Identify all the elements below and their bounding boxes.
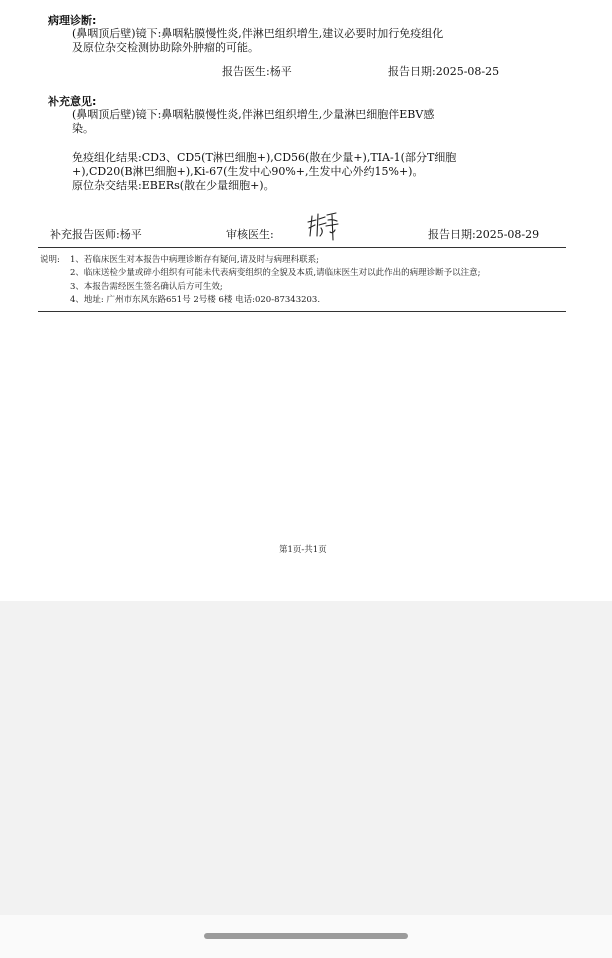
diagnosis-heading: 病理诊断:	[48, 14, 97, 27]
diagnosis-text-line1: (鼻咽顶后壁)镜下:鼻咽粘膜慢性炎,伴淋巴组织增生,建议必要时加行免疫组化	[72, 27, 444, 40]
home-indicator[interactable]	[204, 933, 408, 939]
report-date: 报告日期:2025-08-25	[388, 65, 500, 78]
reviewer-signature	[306, 210, 340, 242]
divider-bottom	[38, 311, 566, 312]
supplement-heading: 补充意见:	[48, 95, 97, 108]
reviewer-label: 审核医生:	[226, 228, 274, 241]
note-item-1: 1、若临床医生对本报告中病理诊断存有疑问,请及时与病理科联系;	[70, 255, 319, 265]
ihc-result-line1: 免疫组化结果:CD3、CD5(T淋巴细胞+),CD56(散在少量+),TIA-1(部分T细胞	[72, 151, 457, 164]
diagnosis-text-line2: 及原位杂交检测协助除外肿瘤的可能。	[72, 41, 259, 54]
divider-top	[38, 247, 566, 248]
supplement-doctor: 补充报告医师:杨平	[50, 228, 142, 241]
note-item-4: 4、地址: 广州市东风东路651号 2号楼 6楼 电话:020-87343203.	[70, 295, 321, 305]
report-doctor: 报告医生:杨平	[222, 65, 292, 78]
supplement-text-line1: (鼻咽顶后壁)镜下:鼻咽粘膜慢性炎,伴淋巴组织增生,少量淋巴细胞伴EBV感	[72, 108, 435, 121]
ish-result-line: 原位杂交结果:EBERs(散在少量细胞+)。	[72, 179, 275, 192]
note-item-3: 3、本报告需经医生签名确认后方可生效;	[70, 282, 223, 292]
notes-prefix: 说明:	[40, 255, 60, 265]
note-item-2: 2、临床送检少量或碎小组织有可能未代表病变组织的全貌及本质,请临床医生对以此作出的病理诊断予以注意;	[70, 268, 481, 278]
page-number: 第1页-共1页	[279, 545, 327, 555]
supplement-report-date: 报告日期:2025-08-29	[428, 228, 540, 241]
supplement-text-line2: 染。	[72, 122, 94, 135]
ihc-result-line2: +),CD20(B淋巴细胞+),Ki-67(生发中心90%+,生发中心外约15%+)。	[72, 165, 424, 178]
